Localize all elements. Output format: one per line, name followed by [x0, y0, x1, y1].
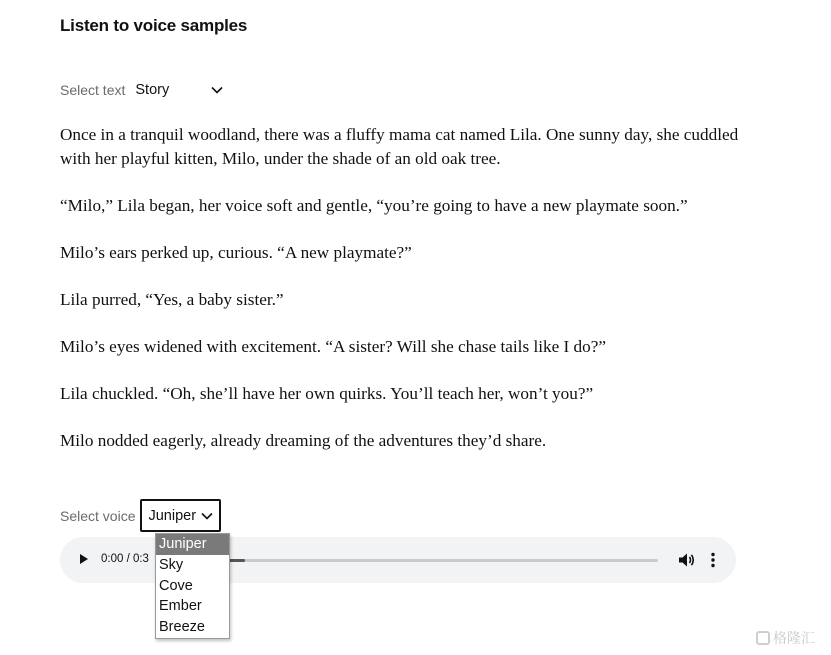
play-icon[interactable] [80, 554, 88, 564]
voice-options-list [155, 533, 230, 639]
text-select-dropdown[interactable] [135, 82, 223, 98]
seek-bar[interactable] [160, 559, 658, 562]
watermark-text: 格隆汇 [773, 630, 815, 646]
voice-option-sky[interactable]: Sky [159, 556, 184, 573]
voice-select-dropdown[interactable] [140, 499, 221, 532]
text-select-value: Story [135, 82, 170, 98]
voice-option-ember[interactable]: Ember [159, 598, 202, 615]
voice-select-value: Juniper [148, 507, 197, 524]
story-text [60, 123, 750, 476]
story-paragraph: Lila chuckled. “Oh, she’ll have her own quirks. You’ll teach her, won’t you?” [60, 383, 594, 403]
voice-option-breeze[interactable]: Breeze [159, 619, 205, 636]
story-paragraph: Milo’s ears perked up, curious. “A new playmate?” [60, 242, 412, 262]
more-vert-icon[interactable] [710, 552, 716, 568]
story-paragraph: Once in a tranquil woodland, there was a fluffy mama cat named Lila. One sunny day, she cuddled with her playful kitten, Milo, under the shade of an old oak tree. [60, 125, 739, 168]
voice-option-cove[interactable]: Cove [159, 577, 193, 594]
watermark [756, 628, 815, 648]
voice-option-juniper[interactable]: Juniper [156, 534, 229, 555]
voice-select-label: Select voice [60, 507, 136, 524]
voice-select-row [60, 499, 221, 532]
page-title: Listen to voice samples [60, 16, 248, 35]
text-select-label: Select text [60, 82, 126, 98]
text-select-row [60, 82, 223, 98]
playback-time: 0:00 / 0:3 [101, 553, 149, 565]
chevron-down-icon [201, 512, 213, 520]
watermark-logo-icon [756, 631, 770, 645]
chevron-down-icon [211, 86, 223, 94]
story-paragraph: Milo nodded eagerly, already dreaming of the adventures they’d share. [60, 430, 547, 450]
story-paragraph: “Milo,” Lila began, her voice soft and gentle, “you’re going to have a new playmate soon.” [60, 195, 688, 215]
story-paragraph: Lila purred, “Yes, a baby sister.” [60, 289, 284, 309]
story-paragraph: Milo’s eyes widened with excitement. “A sister? Will she chase tails like I do?” [60, 336, 606, 356]
volume-icon[interactable] [678, 552, 696, 568]
